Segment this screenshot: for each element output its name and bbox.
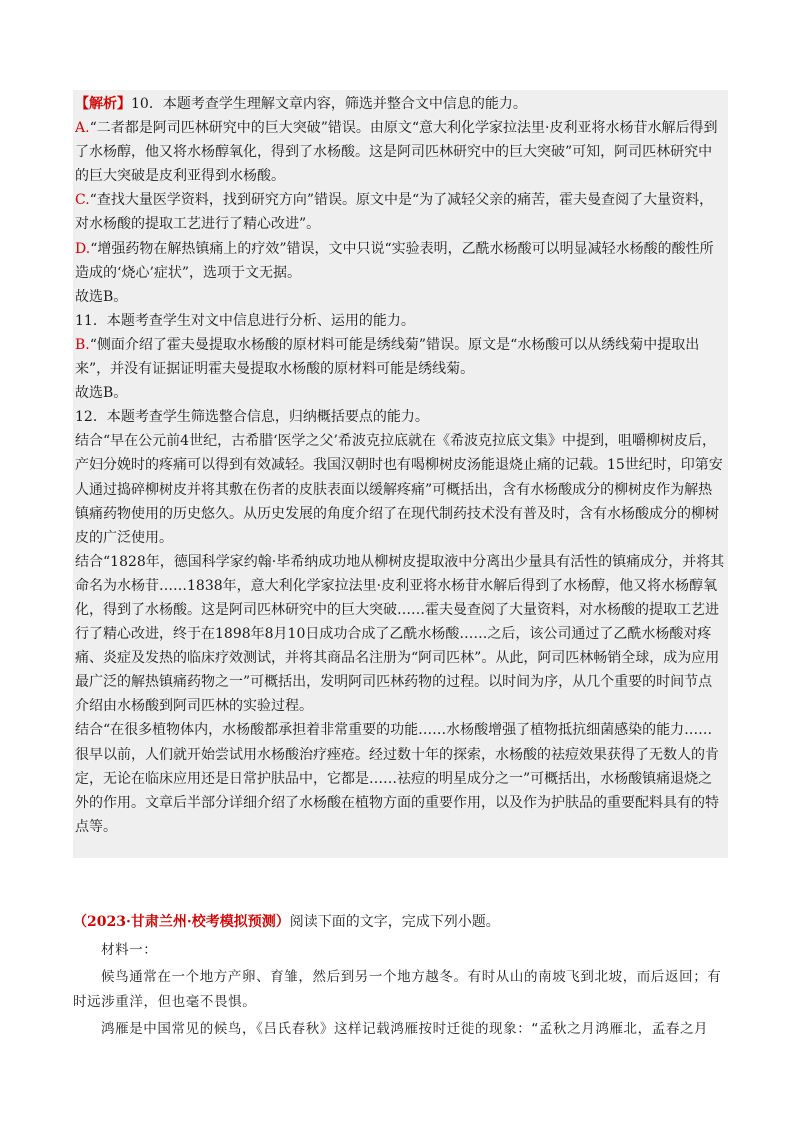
q12-paragraph-1: 结合“早在公元前4世纪，古希腊‘医学之父’希波克拉底就在《希波克拉底文集》中提到，咀嚼柳树皮后，产妇分娩时的疼痛可以得到有效减轻。我国汉朝时也有喝柳树皮汤能退烧止痛的记载。15世纪时，印第安人通过捣碎柳树皮并将其敷在伤者的皮肤表面以缓解疼痛”可概括出，含有水杨酸成分的柳树皮作为解热镇痛药物使用的历史悠久。从历史发展的角度介绍了在现代制药技术没有普及时，含有水杨酸成分的柳树皮的广泛使用。 [75,433,723,546]
material-label: 材料一： [101,941,158,958]
question-instruction: 阅读下面的文字，完成下列小题。 [289,914,500,930]
q11-answer: 故选B。 [75,385,128,402]
q10-option-c: C.“查找大量医学资料，找到研究方向”错误。原文中是“为了减轻父亲的痛苦，霍夫曼查阅了大量资料，对水杨酸的提取工艺进行了精心改进”。 [75,192,714,233]
question-source: （2023·甘肃兰州·校考模拟预测） [73,914,290,930]
material-paragraph-2: 鸿雁是中国常见的候鸟，《吕氏春秋》这样记载鸿雁按时迁徙的现象：“孟秋之月鸿雁北，孟春之月 [101,1021,709,1037]
q11-option-b: B.“侧面介绍了霍夫曼提取水杨酸的原材料可能是绣线菊”错误。原文是“水杨酸可以从绣线菊中提取出来”，并没有证据证明霍夫曼提取水杨酸的原材料可能是绣线菊。 [75,336,700,378]
q10-option-d: D.“增强药物在解热镇痛上的疗效”错误，文中只说“实验表明，乙酰水杨酸可以明显减轻水杨酸的酸性所造成的‘烧心’症状”，选项于文无据。 [75,240,714,281]
q12-paragraph-3: 结合“在很多植物体内，水杨酸都承担着非常重要的功能……水杨酸增强了植物抵抗细菌感染的能力……很早以前，人们就开始尝试用水杨酸治疗痤疮。经过数十年的探索，水杨酸的祛痘效果获得了无数人的肯定，无论在临床应用还是日常护肤品中，它都是……祛痘的明星成分之一”可概括出，水杨酸镇痛退烧之外的作用。文章后半部分详细介绍了水杨酸在植物方面的重要作用，以及作为护肤品的重要配料具有的特点等。 [75,722,719,835]
analysis-box [73,90,728,858]
next-question-section [73,910,733,1045]
analysis-tag: 【解析】 [75,96,131,112]
q10-option-a: A.“二者都是阿司匹林研究中的巨大突破”错误。由原文“意大利化学家拉法里·皮利亚将水杨苷水解后得到了水杨醇，他又将水杨醇氧化，得到了水杨酸。这是阿司匹林研究中的巨大突破”可知，阿司匹林研究中的巨大突破是皮利亚得到水杨酸。 [75,120,718,185]
q11-intro: 11．本题考查学生对文中信息进行分析、运用的能力。 [75,312,415,329]
question-header [73,910,733,935]
q12-intro: 12．本题考查学生筛选整合信息，归纳概括要点的能力。 [75,409,429,426]
q12-paragraph-2: 结合“1828年，德国科学家约翰·毕希纳成功地从柳树皮提取液中分离出少量具有活性的镇痛成分，并将其命名为水杨苷……1838年，意大利化学家拉法里·皮利亚将水杨苷水解后得到了水杨醇，他又将水杨醇氧化，得到了水杨酸。这是阿司匹林研究中的巨大突破……霍夫曼查阅了大量资料，对水杨酸的提取工艺进行了精心改进，终于在1898年8月10日成功合成了乙酰水杨酸……之后，该公司通过了乙酰水杨酸对疼痛、炎症及发热的临床疗效测试，并将其商品名注册为“阿司匹林”。从此，阿司匹林畅销全球，成为应用最广泛的解热镇痛药物之一”可概括出，发明阿司匹林药物的过程。以时间为序，从几个重要的时间节点介绍由水杨酸到阿司匹林的实验过程。 [75,553,725,715]
q10-answer: 故选B。 [75,288,128,305]
q10-intro: 【解析】10．本题考查学生理解文章内容，筛选并整合文中信息的能力。 [75,96,527,112]
material-paragraph-1: 候鸟通常在一个地方产卵、育雏，然后到另一个地方越冬。有时从山的南坡飞到北坡，而后返回；有时远涉重洋，但也毫不畏惧。 [73,969,722,1010]
